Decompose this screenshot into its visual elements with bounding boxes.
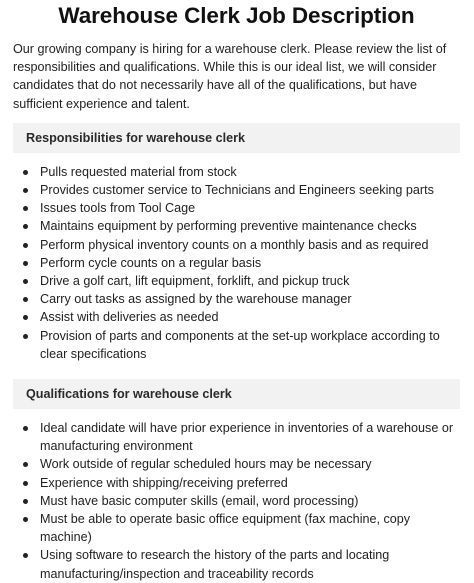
responsibilities-list xyxy=(13,163,460,363)
list-item xyxy=(40,236,460,254)
bullet-icon xyxy=(23,481,28,486)
list-item-text: Maintains equipment by performing preventive maintenance checks xyxy=(40,219,417,234)
list-item-text: Issues tools from Tool Cage xyxy=(40,201,196,216)
bullet-icon xyxy=(23,206,28,211)
list-item-text: Pulls requested material from stock xyxy=(40,164,237,179)
list-item-text: Carry out tasks as assigned by the warehouse manager xyxy=(40,292,352,307)
bullet-icon xyxy=(23,426,28,431)
bullet-icon xyxy=(23,517,28,522)
list-item xyxy=(40,419,460,455)
bullet-icon xyxy=(23,499,28,504)
list-item-text: Perform cycle counts on a regular basis xyxy=(40,255,262,270)
bullet-icon xyxy=(23,243,28,248)
list-item-text: Work outside of regular scheduled hours may be necessary xyxy=(40,457,372,472)
list-item-text: Must have basic computer skills (email, word processing) xyxy=(40,493,359,508)
list-item xyxy=(40,492,460,510)
list-item xyxy=(40,546,460,582)
bullet-icon xyxy=(23,188,28,193)
list-item xyxy=(40,510,460,546)
bullet-icon xyxy=(23,553,28,558)
bullet-icon xyxy=(23,170,28,175)
bullet-icon xyxy=(23,297,28,302)
bullet-icon xyxy=(23,224,28,229)
list-item-text: Perform physical inventory counts on a monthly basis and as required xyxy=(40,237,429,252)
list-item-text: Using software to research the history of the parts and locating manufacturing/inspection and traceability records xyxy=(40,548,390,581)
list-item-text: Ideal candidate will have prior experience in inventories of a warehouse or manufacturing environment xyxy=(40,421,454,454)
list-item-text: Provides customer service to Technicians and Engineers seeking parts xyxy=(40,183,434,198)
list-item xyxy=(40,272,460,290)
list-item xyxy=(40,327,460,363)
list-item-text: Experience with shipping/receiving preferred xyxy=(40,475,288,490)
bullet-icon xyxy=(23,334,28,339)
responsibilities-header: Responsibilities for warehouse clerk xyxy=(13,123,460,153)
bullet-icon xyxy=(23,279,28,284)
page-title: Warehouse Clerk Job Description xyxy=(58,3,415,28)
bullet-icon xyxy=(23,315,28,320)
list-item xyxy=(40,199,460,217)
bullet-icon xyxy=(23,261,28,266)
list-item xyxy=(40,474,460,492)
qualifications-list xyxy=(13,419,460,583)
list-item xyxy=(40,181,460,199)
list-item xyxy=(40,254,460,272)
list-item xyxy=(40,455,460,473)
bullet-icon xyxy=(23,462,28,467)
qualifications-header: Qualifications for warehouse clerk xyxy=(13,379,460,409)
list-item xyxy=(40,163,460,181)
list-item xyxy=(40,308,460,326)
list-item-text: Must be able to operate basic office equipment (fax machine, copy machine) xyxy=(40,512,411,545)
intro-paragraph: Our growing company is hiring for a warehouse clerk. Please review the list of responsibilities and qualifications. While this is our ideal list, we will consider candidates that do not necessarily have all of the qualifications, but have sufficient experience and talent. xyxy=(13,42,447,111)
list-item-text: Assist with deliveries as needed xyxy=(40,310,219,325)
list-item-text: Drive a golf cart, lift equipment, forklift, and pickup truck xyxy=(40,274,350,289)
list-item xyxy=(40,290,460,308)
list-item xyxy=(40,217,460,235)
list-item-text: Provision of parts and components at the set-up workplace according to clear specifications xyxy=(40,328,440,361)
